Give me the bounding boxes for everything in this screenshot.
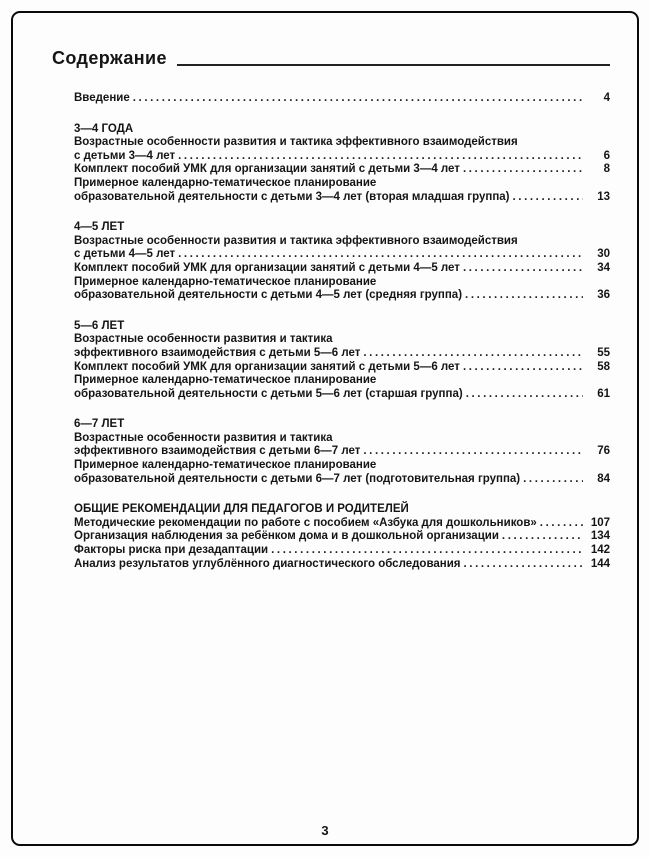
toc-entry-page: 144 <box>590 557 610 570</box>
toc-line <box>74 177 610 191</box>
toc-entry-text: Комплект пособий УМК для организации занятий с детьми 3—4 лет <box>74 163 460 176</box>
dot-leader <box>178 150 583 164</box>
toc-entry <box>74 558 610 572</box>
toc-line <box>74 558 610 572</box>
toc-entry <box>74 374 610 401</box>
toc-entry-page: 76 <box>597 445 610 458</box>
toc-line <box>74 289 610 303</box>
toc-entry-page: 34 <box>597 261 610 274</box>
toc-entry-page: 84 <box>597 472 610 485</box>
toc-entry-text: Анализ результатов углублённого диагностического обследования <box>74 557 461 570</box>
toc-line <box>74 248 610 262</box>
title-row <box>52 48 610 69</box>
toc-line <box>74 374 610 388</box>
toc-entry <box>74 517 610 531</box>
toc-entry-intro <box>74 92 610 106</box>
toc-entry-text: эффективного взаимодействия с детьми 6—7 лет <box>74 445 361 458</box>
dot-leader <box>464 558 584 572</box>
toc-line <box>74 150 610 164</box>
toc-line <box>74 276 610 290</box>
page-content <box>52 48 610 571</box>
toc-entry-text: Примерное календарно-тематическое планирование <box>74 176 377 189</box>
toc-entry-page: 61 <box>597 387 610 400</box>
dot-leader <box>178 248 583 262</box>
toc-entry-page: 8 <box>603 163 610 176</box>
toc-line <box>74 544 610 558</box>
toc-entry-text: Возрастные особенности развития и тактика эффективного взаимодействия <box>74 234 518 247</box>
toc-entry-text: Примерное календарно-тематическое планирование <box>74 275 377 288</box>
dot-leader <box>463 361 583 375</box>
toc-entry-page: 55 <box>597 346 610 359</box>
toc-entry <box>74 276 610 303</box>
dot-leader <box>463 262 583 276</box>
dot-leader <box>133 92 583 106</box>
toc-entry-text: Возрастные особенности развития и тактика <box>74 333 333 346</box>
toc-entry <box>74 177 610 204</box>
toc-line <box>74 388 610 402</box>
toc-section-heading: 6—7 ЛЕТ <box>74 418 125 431</box>
toc-entry-text: образовательной деятельности с детьми 6—7 лет (подготовительная группа) <box>74 472 521 485</box>
toc-entry <box>74 163 610 177</box>
toc-entry-text: с детьми 4—5 лет <box>74 248 176 261</box>
toc-entry-text: Примерное календарно-тематическое планирование <box>74 374 377 387</box>
toc-entry-page: 30 <box>597 248 610 261</box>
toc-entry-text: с детьми 3—4 лет <box>74 149 176 162</box>
toc-entry-text: Возрастные особенности развития и тактика <box>74 431 333 444</box>
toc-entry <box>74 544 610 558</box>
table-of-contents <box>52 92 610 571</box>
page-number: 3 <box>321 823 329 838</box>
toc-section-heading: ОБЩИЕ РЕКОМЕНДАЦИИ ДЛЯ ПЕДАГОГОВ И РОДИТЕЛЕЙ <box>74 503 409 516</box>
toc-line <box>74 459 610 473</box>
dot-leader <box>502 530 583 544</box>
title-rule <box>177 64 610 66</box>
toc-entry-text: Организация наблюдения за ребёнком дома и в дошкольной организации <box>74 530 499 543</box>
toc-section-6-7 <box>74 418 610 486</box>
dot-leader <box>363 347 583 361</box>
toc-line <box>74 191 610 205</box>
toc-entry-text: Факторы риска при дезадаптации <box>74 544 269 557</box>
toc-line <box>74 262 610 276</box>
toc-entry-text: Примерное календарно-тематическое планирование <box>74 459 377 472</box>
toc-entry <box>74 361 610 375</box>
toc-line <box>74 445 610 459</box>
toc-entry-text: Комплект пособий УМК для организации занятий с детьми 4—5 лет <box>74 261 460 274</box>
toc-entry-page: 4 <box>603 92 610 104</box>
toc-line <box>74 473 610 487</box>
dot-leader <box>465 289 583 303</box>
dot-leader <box>466 388 583 402</box>
toc-section-3-4 <box>74 123 610 205</box>
toc-entry <box>74 459 610 486</box>
toc-entry-text: образовательной деятельности с детьми 3—4 лет (вторая младшая группа) <box>74 190 510 203</box>
toc-line <box>74 136 610 150</box>
toc-entry-text: образовательной деятельности с детьми 4—5 лет (средняя группа) <box>74 289 463 302</box>
toc-line <box>74 163 610 177</box>
toc-line <box>74 361 610 375</box>
toc-entry-page: 13 <box>597 190 610 203</box>
toc-section-recommendations <box>74 503 610 571</box>
toc-entry <box>74 530 610 544</box>
toc-entry-page: 6 <box>603 149 610 162</box>
dot-leader <box>523 473 583 487</box>
toc-section-heading: 3—4 ГОДА <box>74 122 134 135</box>
toc-line <box>74 432 610 446</box>
dot-leader <box>512 191 583 205</box>
dot-leader <box>271 544 583 558</box>
toc-line <box>74 517 610 531</box>
toc-section-heading: 5—6 ЛЕТ <box>74 319 125 332</box>
toc-line <box>74 333 610 347</box>
toc-entry-page: 36 <box>597 289 610 302</box>
toc-entry <box>74 432 610 459</box>
toc-section-4-5 <box>74 221 610 303</box>
toc-entry-page: 142 <box>590 544 610 557</box>
toc-entry-text: Возрастные особенности развития и тактика эффективного взаимодействия <box>74 136 518 149</box>
toc-entry-text: эффективного взаимодействия с детьми 5—6 лет <box>74 346 361 359</box>
toc-section-heading: 4—5 ЛЕТ <box>74 221 125 234</box>
toc-entry-page: 107 <box>590 516 610 529</box>
toc-entry-text: Комплект пособий УМК для организации занятий с детьми 5—6 лет <box>74 360 460 373</box>
page-title: Содержание <box>52 48 167 68</box>
toc-section-5-6 <box>74 320 610 402</box>
dot-leader <box>463 163 583 177</box>
toc-entry-page: 58 <box>597 360 610 373</box>
toc-entry <box>74 235 610 262</box>
toc-line <box>74 92 610 106</box>
toc-line <box>74 347 610 361</box>
toc-entry-text: образовательной деятельности с детьми 5—6 лет (старшая группа) <box>74 387 463 400</box>
toc-entry <box>74 262 610 276</box>
toc-entry-text: Методические рекомендации по работе с пособием «Азбука для дошкольников» <box>74 516 537 529</box>
toc-entry <box>74 136 610 163</box>
toc-entry-text: Введение <box>74 92 130 104</box>
dot-leader <box>363 445 583 459</box>
toc-entry-page: 134 <box>590 530 610 543</box>
dot-leader <box>540 517 583 531</box>
toc-line <box>74 235 610 249</box>
toc-entry <box>74 333 610 360</box>
toc-line <box>74 530 610 544</box>
